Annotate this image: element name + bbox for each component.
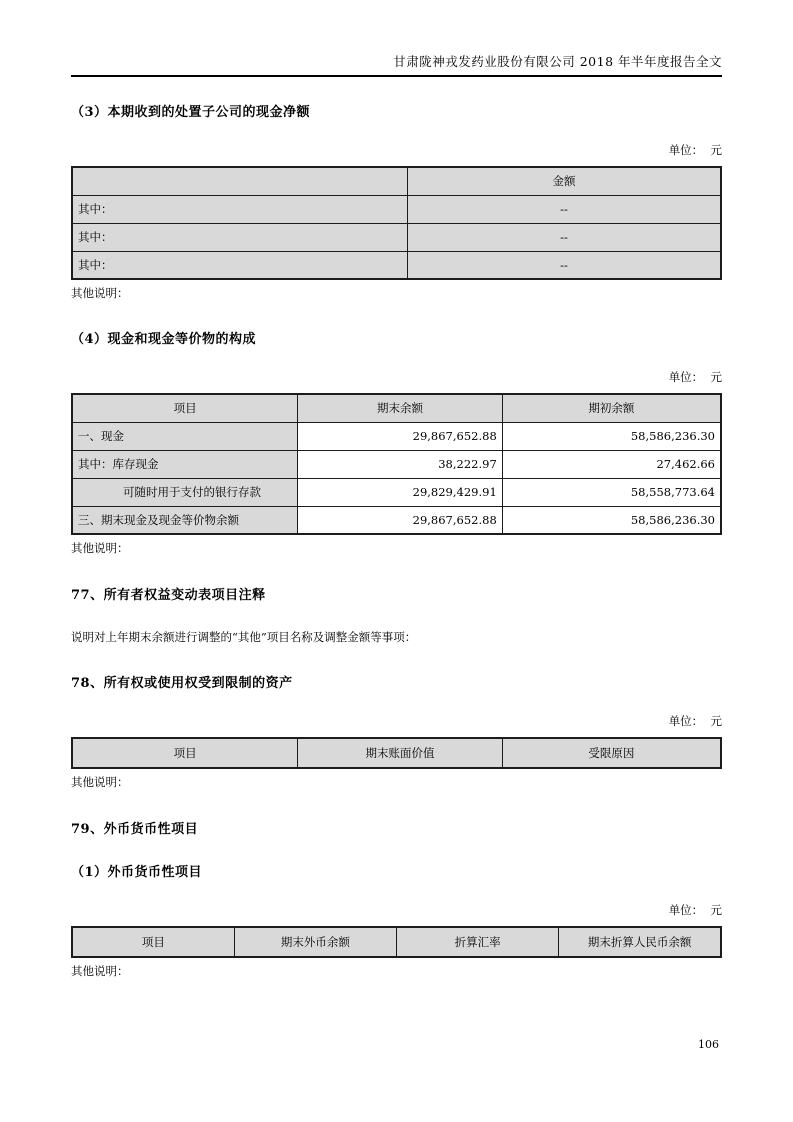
section-77-heading: 77、所有者权益变动表项目注释 xyxy=(71,588,266,603)
header-cell-ending-book-value: 期末账面价值 xyxy=(298,738,502,768)
header-cell-ending-fx-balance: 期末外币余额 xyxy=(234,927,396,957)
other-notes-label: 其他说明： xyxy=(71,541,129,555)
header-cell-item: 项目 xyxy=(72,927,234,957)
foreign-currency-items-table xyxy=(71,926,722,958)
document-title: 甘肃陇神戎发药业股份有限公司 2018 年半年度报告全文 xyxy=(393,54,722,69)
section-79-1-heading: （1）外币货币性项目 xyxy=(71,865,203,880)
section-3-heading: （3）本期收到的处置子公司的现金净额 xyxy=(71,105,311,120)
cell-ending-balance: 38,222.97 xyxy=(298,450,502,478)
header-cell-amount: 金额 xyxy=(408,167,721,195)
header-cell-item: 项目 xyxy=(72,738,298,768)
header-cell-ending-rmb-balance: 期末折算人民币余额 xyxy=(559,927,721,957)
unit-label: 单位： 元 xyxy=(668,143,722,157)
document-header xyxy=(71,0,722,77)
cell-item: 三、期末现金及现金等价物余额 xyxy=(72,506,298,534)
cell-beginning-balance: 27,462.66 xyxy=(502,450,721,478)
page-number: 106 xyxy=(698,1038,719,1051)
cell-amount: -- xyxy=(408,195,721,223)
table-row xyxy=(72,422,721,450)
header-cell-restriction-reason: 受限原因 xyxy=(502,738,721,768)
cell-item: 可随时用于支付的银行存款 xyxy=(72,478,298,506)
cell-item: 一、现金 xyxy=(72,422,298,450)
header-cell-beginning-balance: 期初余额 xyxy=(502,394,721,422)
unit-label: 单位： 元 xyxy=(668,370,722,384)
header-cell-ending-balance: 期末余额 xyxy=(298,394,502,422)
section-78-heading: 78、所有权或使用权受到限制的资产 xyxy=(71,676,293,691)
table-row xyxy=(72,478,721,506)
unit-label: 单位： 元 xyxy=(668,903,722,917)
other-notes-label: 其他说明： xyxy=(71,775,129,789)
cell-amount: -- xyxy=(408,251,721,279)
cell-item: 其中：库存现金 xyxy=(72,450,298,478)
table-header-row xyxy=(72,394,721,422)
restricted-assets-table xyxy=(71,737,722,769)
cell-item: 其中： xyxy=(72,195,408,223)
cell-ending-balance: 29,867,652.88 xyxy=(298,422,502,450)
section-79-heading: 79、外币货币性项目 xyxy=(71,822,199,837)
cash-equivalents-table xyxy=(71,393,722,535)
unit-label: 单位： 元 xyxy=(668,714,722,728)
cell-beginning-balance: 58,558,773.64 xyxy=(502,478,721,506)
section-4-heading: （4）现金和现金等价物的构成 xyxy=(71,332,257,347)
table-header-row xyxy=(72,927,721,957)
header-cell-item: 项目 xyxy=(72,394,298,422)
disposed-subsidiary-cash-table xyxy=(71,166,722,280)
cell-beginning-balance: 58,586,236.30 xyxy=(502,506,721,534)
cell-beginning-balance: 58,586,236.30 xyxy=(502,422,721,450)
table-header-row xyxy=(72,738,721,768)
cell-item: 其中： xyxy=(72,223,408,251)
table-header-row xyxy=(72,167,721,195)
other-notes-label: 其他说明： xyxy=(71,964,129,978)
table-row xyxy=(72,195,721,223)
table-row xyxy=(72,251,721,279)
table-row xyxy=(72,223,721,251)
section-77-note: 说明对上年期末余额进行调整的“其他”项目名称及调整金额等事项： xyxy=(71,630,417,644)
table-row xyxy=(72,450,721,478)
header-cell-exchange-rate: 折算汇率 xyxy=(397,927,559,957)
table-row xyxy=(72,506,721,534)
cell-item: 其中： xyxy=(72,251,408,279)
header-cell-blank xyxy=(72,167,408,195)
cell-ending-balance: 29,867,652.88 xyxy=(298,506,502,534)
cell-amount: -- xyxy=(408,223,721,251)
other-notes-label: 其他说明： xyxy=(71,286,129,300)
page-content xyxy=(71,0,722,979)
cell-ending-balance: 29,829,429.91 xyxy=(298,478,502,506)
